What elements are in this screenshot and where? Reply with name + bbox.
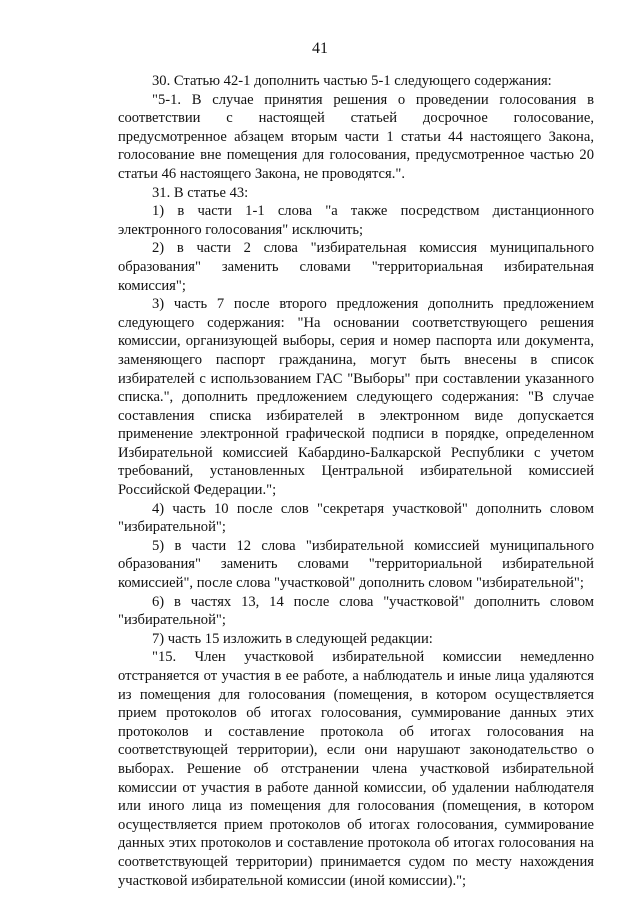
paragraph-item-6: 6) в частях 13, 14 после слова "участковой" дополнить словом "избирательной"; [118, 593, 594, 629]
paragraph-item-2: 2) в части 2 слова "избирательная комиссия муниципального образования" заменить словами "территориальная избирательная комиссия"; [118, 240, 594, 294]
paragraph-30: 30. Статью 42-1 дополнить частью 5-1 следующего содержания: [152, 73, 552, 89]
page-number: 41 [312, 40, 328, 57]
paragraph-item-1: 1) в части 1-1 слова "а также посредством дистанционного электронного голосования" исключить; [118, 203, 594, 238]
document-body [118, 72, 594, 890]
paragraph-item-4: 4) часть 10 после слов "секретаря участковой" дополнить словом "избирательной"; [118, 500, 594, 536]
paragraph-item-7: 7) часть 15 изложить в следующей редакции: [152, 630, 433, 647]
paragraph-item-5: 5) в части 12 слова "избирательной комиссией муниципального образования" заменить словами "территориальной избирательной комиссией", после слова "участковой" дополнить словом "избирательной"; [118, 537, 594, 592]
paragraph-5-1-quote: "5-1. В случае принятия решения о проведении голосования в соответствии с настоящей статьей досрочное голосование, предусмотренное абзацем вторым части 1 статьи 44 настоящего Закона, голосование вне помещения для голосования, предусмотренное частью 20 статьи 46 настоящего Закона, не проводятся.". [118, 91, 594, 182]
paragraph-item-3: 3) часть 7 после второго предложения дополнить предложением следующего содержания: "На основании соответствующего решения комиссии, организующей выборы, серия и номер паспорта или документа, заменяющего паспорт гражданина, могут быть внесены в список избирателей с использованием ГАС "Выборы" при составлении указанного списка.", дополнить предложением следующего содержания: "В случае составления списка избирателей в электронном виде допускается применение электронной графической подписи в порядке, определенном Избирательной комиссией Кабардино-Балкарской Республики с учетом требований, установленных Центральной избирательной комиссией Российской Федерации."; [118, 296, 594, 499]
paragraph-31: 31. В статье 43: [152, 184, 249, 201]
paragraph-15-quote: "15. Член участковой избирательной комиссии немедленно отстраняется от участия в ее работе, а наблюдатель и иные лица удаляются из помещения для голосования (помещения, в котором осуществляется прием протоколов об итогах голосования, суммирование данных этих протоколов и составление протокола об итогах голосования на соответствующей территории), если они нарушают законодательство о выборах. Решение об отстранении члена участковой избирательной комиссии от участия в работе данной комиссии, об удалении наблюдателя или иного лица из помещения для голосования (помещения, в котором осуществляется прием протоколов об итогах голосования, суммирование данных этих протоколов и составление протокола об итогах голосования на соответствующей территории) принимается судом по месту нахождения участковой избирательной комиссии (иной комиссии)."; [118, 649, 594, 889]
